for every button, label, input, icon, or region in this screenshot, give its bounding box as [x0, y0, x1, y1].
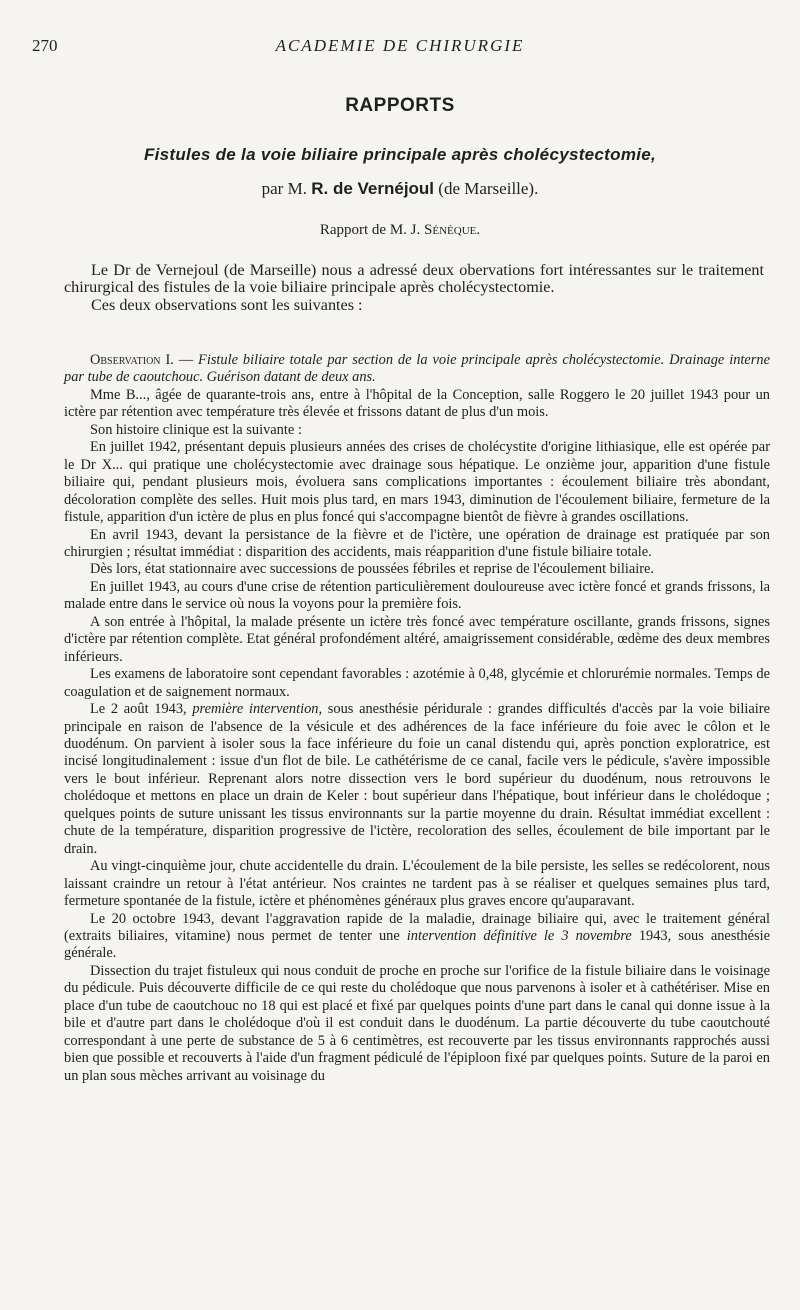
byline-suffix: (de Marseille).	[434, 179, 539, 198]
observation-number: I. —	[160, 352, 199, 368]
body-paragraph: Son histoire clinique est la suivante :	[90, 421, 302, 438]
body-paragraph: Au vingt-cinquième jour, chute accidentelle du drain. L'écoulement de la bile persiste, les selles se redécolorent, nous laissant craindre un retour à l'état antérieur. Nos craintes ne tardent pas à se réaliser et quelques semaines plus tard, fermeture spontanée de la fistule, ictère et phénomènes généraux plus graves encore qu'auparavant.	[64, 858, 770, 910]
rapport-line	[0, 222, 800, 239]
intro-paragraph: Ces deux observations sont les suivantes :	[91, 295, 363, 314]
text-run: 1943, sous anesthésie générale.	[64, 927, 770, 962]
intro-paragraph: Le Dr de Vernejoul (de Marseille) nous a adressé deux obervations fort intéressantes sur le traitement chirurgical des fistules de la voie biliaire principale après cholécystectomie.	[64, 261, 764, 297]
body-paragraph	[64, 911, 770, 963]
body-paragraph: En avril 1943, devant la persistance de la fièvre et de l'ictère, une opération de drainage est pratiquée par son chirurgien ; résultat immédiat : disparition des accidents, mais réapparition d'une fistule biliaire totale.	[64, 526, 770, 560]
running-title: ACADEMIE DE CHIRURGIE	[275, 36, 525, 55]
running-header	[32, 36, 768, 60]
article-title: Fistules de la voie biliaire principale après cholécystectomie,	[143, 145, 657, 164]
emphasis: première intervention,	[192, 701, 323, 718]
page-number: 270	[32, 36, 58, 55]
text-run: sous anesthésie péridurale : grandes difficultés d'accès par la voie biliaire principale en raison de l'absence de la vésicule et des adhérences de la face inférieure du foie avec le côlon et le duodénum. On parvient à isoler sous la face inférieure du foie un canal distendu qui, après ponction exploratrice, est incisé longitudinalement : issue d'un flot de bile. Le cathétérisme de ce canal, facile vers le pédicule, s'avère impossible vers le bout inférieur. Reprenant alors notre dissection vers le bord supérieur du duodénum, nous retrouvons le cholédoque et mettons en place un drain de Keler : bout supérieur dans l'hépatique, bout inférieur dans le cholédoque ; quelques points de suture unissant les tissus environnants sur la partie moyenne du drain. Résultat immédiat excellent : chute de la température, disparition progressive de l'ictère, recoloration des selles, écoulement de bile important par le drain.	[64, 701, 770, 857]
body-paragraph: Dissection du trajet fistuleux qui nous conduit de proche en proche sur l'orifice de la fistule biliaire dans le voisinage du pédicule. Puis découverte difficile de ce qui reste du cholédoque que nous parvenons à isoler et à cathétériser. Mise en place d'un tube de caoutchouc no 18 qui est placé et fixé par quelques points d'une part dans le canal qui donne issue à la bile et d'autre part dans le cholédoque d'où il est conduit dans le duodénum. La partie découverte du tube caoutchouté correspondant à une perte de substance de 5 à 6 centimètres, est recouverte par les tissus environnants rapprochés aussi bien que possible et recouverts à l'aide d'un fragment pédiculé de l'épiploon fixé par quelques points. Suture de la paroi en un plan sous mèches arrivant au voisinage du	[64, 962, 770, 1084]
body-paragraph: En juillet 1942, présentant depuis plusieurs années des crises de cholécystite d'origine lithiasique, elle est opérée par le Dr X... qui pratique une cholécystectomie avec drainage sous hépatique. Le onzième jour, apparition d'une fistule biliaire qui, pendant plusieurs mois, évoluera sans complications importantes : écoulement biliaire très abondant, décoloration complète des selles. Huit mois plus tard, en mars 1943, diminution de l'écoulement biliaire, fermeture de la fistule, apparition d'un ictère de plus en plus foncé qui s'accompagne bientôt de fièvre à grandes oscillations.	[64, 439, 770, 526]
rapport-prefix: Rapport de M. J.	[319, 222, 425, 238]
body-paragraph: Mme B..., âgée de quarante-trois ans, entre à l'hôpital de la Conception, salle Roggero le 20 juillet 1943 pour un ictère par rétention avec température très élevée et frissons datant de plus d'un mois.	[64, 386, 770, 421]
byline-prefix: par M.	[261, 179, 312, 198]
body-paragraph: Dès lors, état stationnaire avec successions de poussées fébriles et reprise de l'écoulement biliaire.	[90, 561, 655, 578]
introduction	[64, 262, 764, 314]
byline	[0, 179, 800, 199]
body-paragraph: Les examens de laboratoire sont cependant favorables : azotémie à 0,48, glycémie et chlorurémie normales. Temps de coagulation et de saignement normaux.	[64, 666, 770, 700]
rapporteur-name: Sénèque.	[424, 222, 481, 238]
emphasis: intervention définitive le 3 novembre	[406, 927, 632, 944]
observation-title: Fistule biliaire totale par section de la voie principale après cholécystectomie. Drainage interne par tube de caoutchouc. Guérison datant de deux ans.	[64, 352, 770, 386]
section-title: RAPPORTS	[345, 95, 455, 116]
body-paragraph: En juillet 1943, au cours d'une crise de rétention particulièrement douloureuse avec ictère foncé et grands frissons, la malade entre dans le service où nous la voyons pour la première fois.	[64, 578, 770, 613]
observation-heading	[64, 352, 770, 387]
text-run: Le 20 octobre 1943, devant l'aggravation rapide de la maladie, drainage biliaire qui, avec le traitement général (extraits biliaires, vitamine) nous permet de tenter une	[64, 910, 770, 944]
article-body	[64, 352, 770, 1085]
body-paragraph: A son entrée à l'hôpital, la malade présente un ictère très foncé avec température oscillante, grands frissons, signes d'ictère par rétention complète. Etat général profondément altéré, amaigrissement considérable, œdème des deux membres inférieurs.	[64, 613, 770, 665]
text-run: Le 2 août 1943,	[90, 701, 193, 718]
body-paragraph	[64, 701, 770, 858]
observation-label: Observation	[90, 352, 161, 368]
author-name: R. de Vernéjoul	[311, 179, 435, 198]
